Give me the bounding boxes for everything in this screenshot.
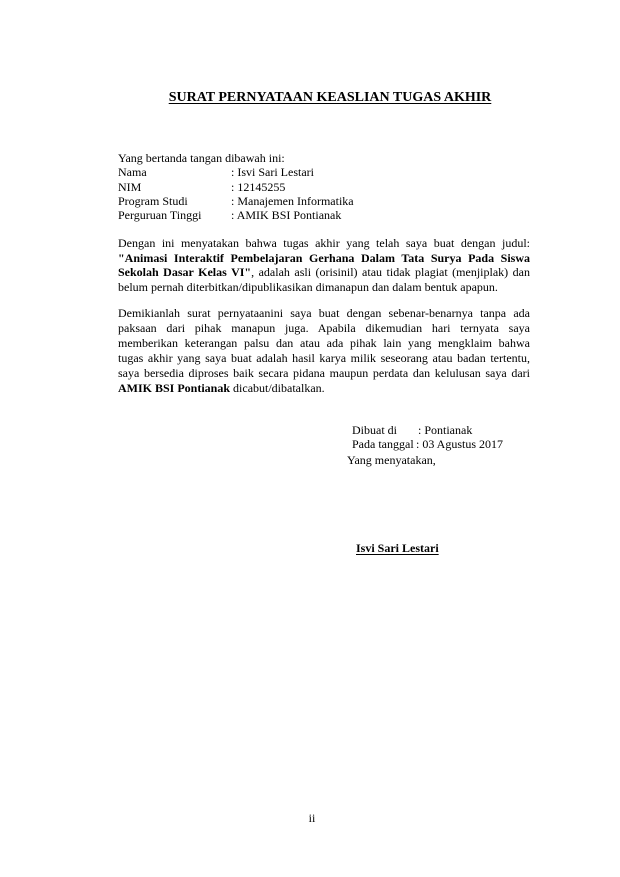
statement-line (118, 236, 530, 251)
declaration-line (118, 366, 530, 381)
declaration-text: tugas akhir yang saya buat adalah hasil karya milik seseorang atau badan tertentu, (118, 351, 530, 365)
declaration-line (118, 321, 530, 336)
declaration-text: saya bersedia diproses baik secara pidana maupun perdata dan kelulusan saya dari (118, 366, 530, 380)
signature-date-label: Pada tanggal (352, 437, 414, 451)
field-row-program (118, 194, 530, 209)
signature-separator: : (416, 437, 420, 451)
declaration-text: paksaan dari pihak manapun juga. Apabila dikemudian hari ternyata saya (118, 321, 530, 335)
signature-date-value-wrap (416, 437, 503, 452)
field-label-program: Program Studi (118, 194, 188, 208)
signature-separator: : (418, 423, 422, 437)
field-value-wrap (231, 165, 314, 180)
declaration-text: memberikan keterangan palsu dan atau ada pihak lain yang mengklaim bahwa (118, 336, 530, 350)
field-value-wrap (231, 194, 354, 209)
signature-date-value: 03 Agustus 2017 (422, 437, 504, 451)
declaration-line (118, 351, 530, 366)
signature-date-row (352, 437, 552, 452)
field-label-nim: NIM (118, 180, 142, 194)
statement-text: Dengan ini menyatakan bahwa tugas akhir yang telah saya buat dengan judul: (118, 236, 530, 250)
statement-line (118, 265, 530, 280)
field-separator: : (231, 180, 235, 194)
field-row-institution (118, 208, 530, 223)
signature-closing: Yang menyatakan, (347, 453, 436, 467)
statement-text: belum pernah diterbitkan/dipublikasikan dimanapun dan dalam bentuk apapun. (118, 280, 498, 294)
signature-place-row (352, 423, 552, 438)
field-row-nim (118, 180, 530, 195)
institution-name-bold: AMIK BSI Pontianak (118, 381, 231, 395)
signature-place-value-wrap (418, 423, 472, 438)
declaration-line (118, 306, 530, 321)
thesis-title-text: Sekolah Dasar Kelas VI" (118, 265, 252, 279)
field-row-name (118, 165, 530, 180)
field-value-name: Isvi Sari Lestari (237, 165, 314, 179)
field-separator: : (231, 194, 235, 208)
page-number: ii (308, 811, 316, 825)
field-value-program: Manajemen Informatika (237, 194, 354, 208)
declaration-text: dicabut/dibatalkan. (230, 381, 325, 395)
declaration-line (118, 381, 530, 396)
field-value-wrap (231, 208, 341, 223)
declaration-text: Demikianlah surat pernyataanini saya buat dengan sebenar-benarnya tanpa ada (118, 306, 530, 320)
signature-place-value: Pontianak (424, 423, 473, 437)
field-value-wrap (231, 180, 285, 195)
field-separator: : (231, 208, 235, 222)
statement-text: , adalah asli (orisinil) atau tidak plagiat (menjiplak) dan (251, 265, 530, 279)
field-value-nim: 12145255 (237, 180, 286, 194)
document-title: SURAT PERNYATAAN KEASLIAN TUGAS AKHIR (168, 90, 492, 105)
thesis-title-text: "Animasi Interaktif Pembelajaran Gerhana Dalam Tata Surya Pada Siswa (118, 251, 530, 265)
declaration-line (118, 336, 530, 351)
field-label-institution: Perguruan Tinggi (118, 208, 202, 222)
intro-text: Yang bertanda tangan dibawah ini: (118, 151, 285, 165)
statement-line (118, 280, 530, 295)
signature-place-label: Dibuat di (352, 423, 397, 437)
field-label-name: Nama (118, 165, 147, 179)
signer-name: Isvi Sari Lestari (356, 541, 439, 555)
field-value-institution: AMIK BSI Pontianak (236, 208, 342, 222)
statement-line (118, 251, 530, 266)
field-separator: : (231, 165, 235, 179)
